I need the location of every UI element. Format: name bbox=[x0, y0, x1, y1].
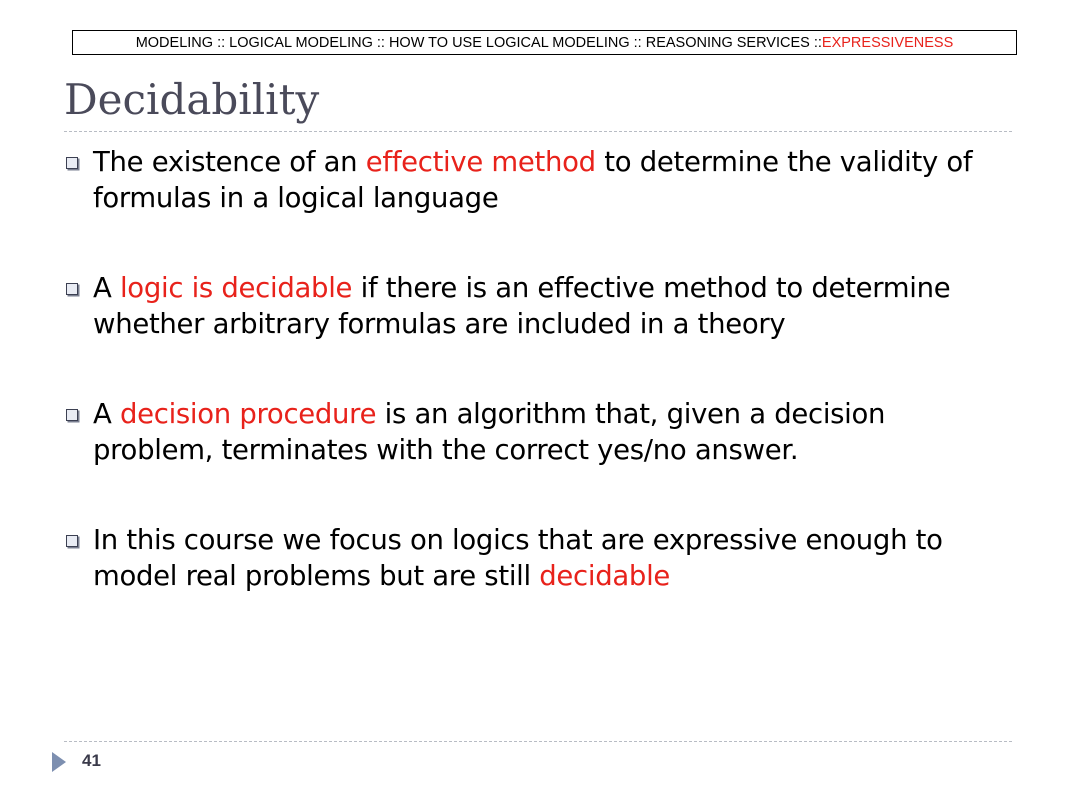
bullet-text bbox=[93, 270, 1006, 342]
bullet-text-pre: The existence of an bbox=[93, 146, 366, 178]
footer-divider bbox=[64, 741, 1012, 742]
bullet-text-post: if there is an effective method to determine whether arbitrary formulas are included in a theory bbox=[93, 272, 951, 340]
page-number: 41 bbox=[82, 751, 101, 770]
bullet-text-post: to determine the validity of formulas in a logical language bbox=[93, 146, 973, 214]
bullet-text bbox=[93, 396, 1006, 468]
bullet-text bbox=[93, 522, 1006, 594]
breadcrumb-path: MODELING :: LOGICAL MODELING :: HOW TO USE LOGICAL MODELING :: REASONING SERVICES :: bbox=[135, 34, 822, 51]
square-bullet-icon bbox=[66, 535, 78, 547]
slide-title: Decidability bbox=[64, 75, 320, 124]
breadcrumb-current: EXPRESSIVENESS bbox=[821, 34, 954, 51]
bullet-item bbox=[66, 522, 1006, 594]
bullet-text-post: is an algorithm that, given a decision problem, terminates with the correct yes/no answer. bbox=[93, 398, 886, 466]
bullet-item bbox=[66, 144, 1006, 216]
breadcrumb bbox=[72, 30, 1017, 55]
bullet-highlight: decision procedure bbox=[119, 398, 377, 430]
bullet-text-pre: In this course we focus on logics that are expressive enough to model real problems but are still bbox=[93, 524, 943, 592]
bullet-item bbox=[66, 396, 1006, 468]
bullet-highlight: effective method bbox=[365, 146, 596, 178]
bullet-text-pre: A bbox=[93, 398, 120, 430]
square-bullet-icon bbox=[66, 409, 78, 421]
bullet-highlight: logic is decidable bbox=[119, 272, 353, 304]
bullet-highlight: decidable bbox=[539, 560, 671, 592]
bullet-text-pre: A bbox=[93, 272, 120, 304]
triangle-arrow-icon bbox=[52, 752, 66, 772]
square-bullet-icon bbox=[66, 283, 78, 295]
bullet-list bbox=[66, 144, 1006, 594]
bullet-item bbox=[66, 270, 1006, 342]
bullet-text bbox=[93, 144, 1006, 216]
title-divider bbox=[64, 131, 1012, 132]
square-bullet-icon bbox=[66, 157, 78, 169]
